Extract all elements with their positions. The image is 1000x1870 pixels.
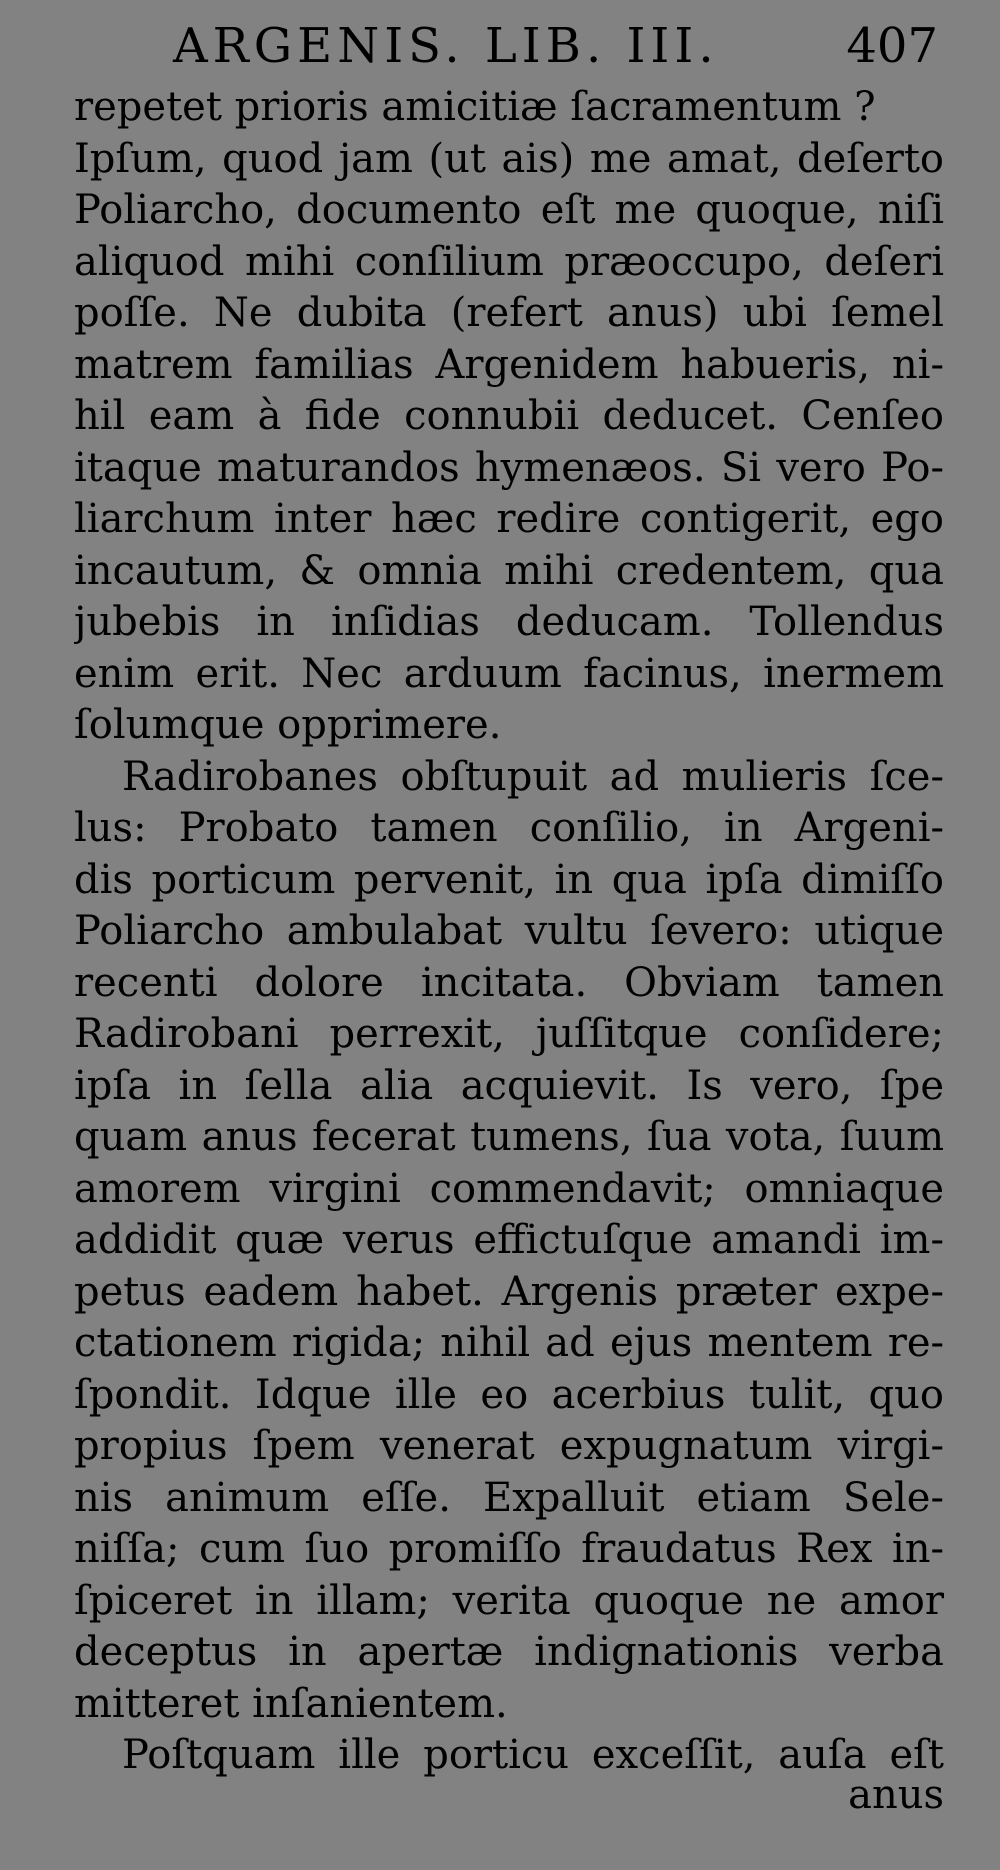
text-line: petus eadem habet. Argenis præter expe- (74, 1268, 944, 1315)
catchword: anus (848, 1772, 944, 1818)
text-line: ſpondit. Idque ille eo acerbius tulit, quo (74, 1371, 944, 1418)
text-line: niſſa; cum ſuo promiſſo fraudatus Rex in- (74, 1526, 944, 1572)
text-line: hil eam à fide connubii deducet. Cenſeo (74, 393, 944, 439)
text-line: propius ſpem venerat expugnatum virgi- (74, 1423, 944, 1469)
text-line: Radirobanes obſtupuit ad mulieris ſce- (122, 753, 944, 800)
text-line: amorem virgini commendavit; omniaque (74, 1165, 944, 1212)
text-line: quam anus fecerat tumens, ſua vota, ſuum (74, 1114, 944, 1160)
text-line: Poſtquam ille porticu exceſſit, auſa eſt (122, 1732, 944, 1778)
running-title: ARGENIS. LIB. III. (173, 18, 719, 74)
text-line: matrem familias Argenidem habueris, ni- (74, 341, 944, 388)
text-line: recenti dolore incitata. Obviam tamen (74, 959, 944, 1006)
page-header (78, 18, 948, 78)
text-line: itaque maturandos hymenæos. Si vero Po- (74, 444, 944, 491)
text-line: addidit quæ verus effictuſque amandi im- (74, 1217, 944, 1263)
text-line: aliquod mihi conſilium præoccupo, deſeri (74, 238, 944, 285)
text-line: liarchum inter hæc redire contigerit, ego (74, 496, 944, 542)
text-line: repetet prioris amicitiæ ſacramentum ? (74, 84, 876, 130)
text-line: dis porticum pervenit, in qua ipſa dimiſſo (74, 856, 944, 903)
text-line: ipſa in ſella alia acquievit. Is vero, ſpe (74, 1062, 944, 1109)
text-line: jubebis in inſidias deducam. Tollendus (74, 599, 944, 645)
text-line: ſolumque opprimere. (74, 702, 502, 748)
text-line: Radirobani perrexit, juſſitque conſidere; (74, 1011, 944, 1057)
text-line: Poliarcho, documento eſt me quoque, niſi (74, 187, 944, 233)
text-line: enim erit. Nec arduum facinus, inermem (74, 650, 944, 697)
text-line: nis animum eſſe. Expalluit etiam Sele- (74, 1474, 944, 1521)
text-line: poſſe. Ne dubita (refert anus) ubi ſemel (74, 290, 944, 336)
text-line: incautum, & omnia mihi credentem, qua (74, 547, 944, 594)
text-line: Poliarcho ambulabat vultu ſevero: utique (74, 908, 944, 954)
text-line: deceptus in apertæ indignationis verba (74, 1629, 944, 1675)
text-line: ſpiceret in illam; verita quoque ne amor (74, 1577, 944, 1624)
text-line: Ipſum, quod jam (ut ais) me amat, deſerto (74, 135, 944, 182)
text-line: mitteret inſanientem. (74, 1680, 508, 1727)
text-line: lus: Probato tamen conſilio, in Argeni- (74, 805, 944, 851)
page-number: 407 (846, 18, 938, 74)
body-text (74, 82, 944, 1782)
text-line: ctationem rigida; nihil ad ejus mentem re- (74, 1320, 944, 1366)
